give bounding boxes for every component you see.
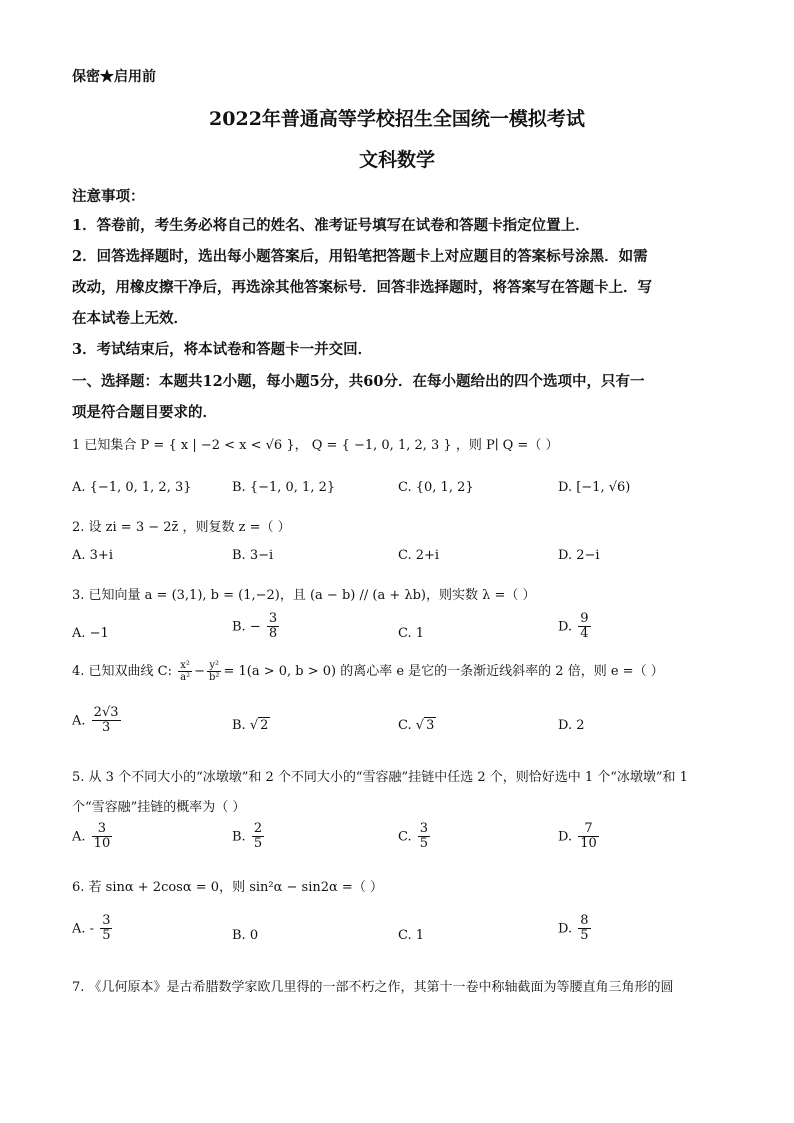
q6-a-den: 5 xyxy=(102,928,111,944)
q6-a-num: 3 xyxy=(102,913,111,928)
q5-d-fraction xyxy=(578,822,599,852)
question-5-line-1: 5. 从 3 个不同大小的“冰墩墩”和 2 个不同大小的“雪容融”挂链中任选 2 个，则恰好选中 1 个“冰墩墩”和 1 xyxy=(72,770,688,785)
q2-option-c: C. 2+i xyxy=(398,548,440,563)
q4-minus: − xyxy=(194,664,206,679)
question-2-stem: 2. 设 zi = 3 − 2z̄ ，则复数 z =（ ） xyxy=(72,520,291,535)
question-1-stem xyxy=(72,434,558,453)
q3-d-num: 9 xyxy=(580,611,589,626)
question-6-stem: 6. 若 sinα + 2cosα = 0，则 sin²α − sin2α =（ ） xyxy=(72,880,383,895)
q5-b-num: 2 xyxy=(253,821,263,836)
q1-set-p: P = { x | −2 < x < √6 } xyxy=(140,438,295,453)
exam-subject: 文科数学 xyxy=(358,149,435,171)
q1-stem-post: ，则 P∣ Q =（ ） xyxy=(455,438,559,453)
q4-stem-post: = 1(a > 0, b > 0) 的离心率 e 是它的一条渐近线斜率的 2 倍，则 e =（ ） xyxy=(223,664,664,679)
note-2-line-2: 改动，用橡皮擦干净后，再选涂其他答案标号．回答非选择题时，将答案写在答题卡上．写 xyxy=(72,279,652,296)
q5-c-fraction xyxy=(418,822,430,852)
q6-d-den: 5 xyxy=(580,928,589,944)
q5-b-prefix: B. xyxy=(232,829,246,845)
exam-title: 2022年普通高等学校招生全国统一模拟考试 xyxy=(209,108,585,130)
q6-option-b: B. 0 xyxy=(232,928,259,943)
q5-option-a xyxy=(72,822,114,852)
section-1-line-1: 一、选择题：本题共12小题，每小题5分，共60分．在每小题给出的四个选项中，只有一 xyxy=(72,373,645,390)
q1-stem-pre: 1 已知集合 xyxy=(72,438,137,453)
q3-d-prefix: D. xyxy=(558,619,573,635)
q6-option-a xyxy=(72,914,114,944)
note-2-line-1: 2．回答选择题时，选出每小题答案后，用铅笔把答题卡上对应题目的答案标号涂黑．如需 xyxy=(72,248,648,265)
q5-a-fraction xyxy=(92,822,113,852)
q3-option-b xyxy=(232,612,281,642)
q6-d-fraction xyxy=(578,914,590,944)
q2-option-d: D. 2−i xyxy=(558,548,600,563)
q4-a-den: 3 xyxy=(101,720,111,736)
q4-option-c: C. √ 3 xyxy=(398,718,435,733)
q1-set-q: Q = { −1, 0, 1, 2, 3 } xyxy=(311,438,452,453)
q1-option-a: A. {−1, 0, 1, 2, 3} xyxy=(72,480,192,495)
q5-b-den: 5 xyxy=(253,836,263,852)
q3-d-fraction xyxy=(578,612,590,642)
q5-a-den: 10 xyxy=(93,836,111,852)
q6-option-c: C. 1 xyxy=(398,928,425,943)
q6-option-d xyxy=(558,914,593,944)
notes-heading: 注意事项： xyxy=(72,188,145,205)
question-3-stem: 3. 已知向量 a = (3,1), b = (1,−2)，且 (a − b) // (a + λb)，则实数 λ =（ ） xyxy=(72,588,536,603)
note-2-line-3: 在本试卷上无效． xyxy=(72,310,188,327)
q1-option-c: C. {0, 1, 2} xyxy=(398,480,474,495)
q5-c-den: 5 xyxy=(419,836,429,852)
q4-c-prefix: C. xyxy=(398,718,412,733)
q5-d-num: 7 xyxy=(578,822,599,837)
q3-d-den: 4 xyxy=(580,626,589,642)
q6-a-prefix: A. - xyxy=(72,921,95,937)
q4-option-d: D. 2 xyxy=(558,718,585,733)
note-1: 1．答卷前，考生务必将自己的姓名、准考证号填写在试卷和答题卡指定位置上． xyxy=(72,217,590,234)
q4-option-a xyxy=(72,706,123,736)
q5-d-prefix: D. xyxy=(558,829,573,845)
question-7-stem: 7. 《几何原本》是古希腊数学家欧几里得的一部不朽之作，其第十一卷中称轴截面为等腰直角三角形的圆 xyxy=(72,980,674,995)
q3-option-a: A. −1 xyxy=(72,626,109,641)
q5-c-prefix: C. xyxy=(398,829,412,845)
q6-d-num: 8 xyxy=(580,913,589,928)
q3-b-prefix: B. − xyxy=(232,619,261,635)
q5-option-d xyxy=(558,822,601,852)
note-3: 3．考试结束后，将本试卷和答题卡一并交回． xyxy=(72,341,373,358)
q5-option-b xyxy=(232,822,266,852)
q4-f1-den: a² xyxy=(180,672,191,683)
q4-b-radicand: 2 xyxy=(260,718,269,733)
q4-f1-num: x² xyxy=(178,660,192,672)
q6-a-fraction xyxy=(100,914,112,944)
q4-a-prefix: A. xyxy=(72,713,86,729)
q1-sep: ， xyxy=(294,438,308,453)
q4-a-fraction xyxy=(92,706,121,736)
q4-stem-pre: 4. 已知双曲线 C: xyxy=(72,664,172,679)
q3-b-den: 8 xyxy=(268,626,278,642)
q2-option-b: B. 3−i xyxy=(232,548,274,563)
q3-option-c: C. 1 xyxy=(398,626,425,641)
q4-c-radicand: 3 xyxy=(426,718,435,733)
question-4-stem xyxy=(72,660,664,683)
q5-a-num: 3 xyxy=(92,822,113,837)
q3-b-num: 3 xyxy=(268,611,278,626)
section-1-line-2: 项是符合题目要求的． xyxy=(72,404,217,421)
q4-fraction-y xyxy=(207,660,221,683)
secret-mark: 保密★启用前 xyxy=(72,69,156,85)
q4-f2-num: y² xyxy=(207,660,221,672)
q4-b-prefix: B. xyxy=(232,718,246,733)
q1-option-d: D. [−1, √6) xyxy=(558,480,631,495)
q5-c-num: 3 xyxy=(419,821,429,836)
q6-d-prefix: D. xyxy=(558,921,573,937)
q4-a-num: 2√3 xyxy=(93,705,119,720)
q4-f2-den: b² xyxy=(209,672,220,683)
q4-option-b: B. √ 2 xyxy=(232,718,269,733)
question-5-line-2: 个“雪容融”挂链的概率为（ ） xyxy=(72,800,246,815)
q1-option-b: B. {−1, 0, 1, 2} xyxy=(232,480,336,495)
q5-d-den: 10 xyxy=(580,836,597,852)
q5-option-c xyxy=(398,822,432,852)
q4-fraction-x xyxy=(178,660,192,683)
q5-b-fraction xyxy=(252,822,264,852)
q2-option-a: A. 3+i xyxy=(72,548,113,563)
q5-a-prefix: A. xyxy=(72,829,86,845)
q3-option-d xyxy=(558,612,593,642)
q3-b-fraction xyxy=(267,612,279,642)
